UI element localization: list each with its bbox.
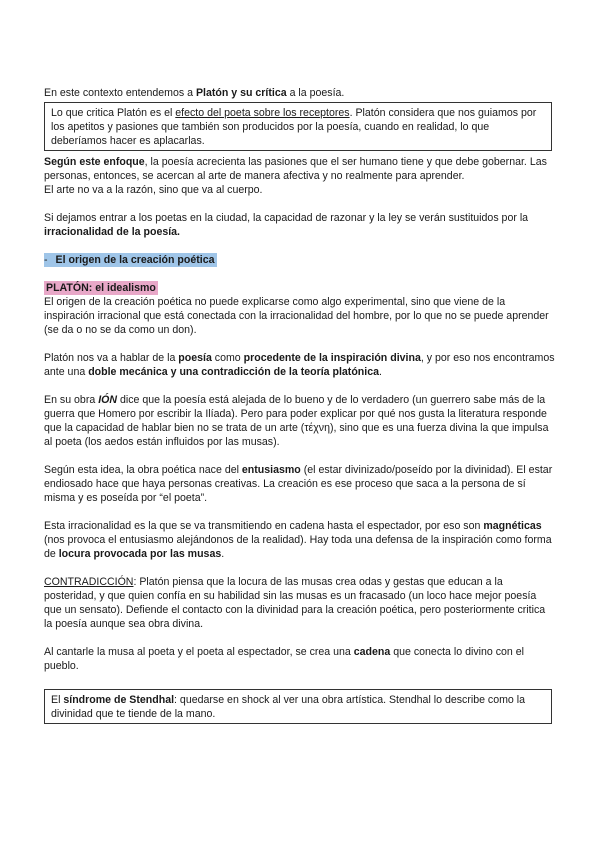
text: Según esta idea, la obra poética nace del <box>44 464 242 476</box>
underlined-text: efecto del poeta sobre los receptores <box>175 107 350 119</box>
bold-text: Platón y su crítica <box>195 87 287 99</box>
text: . <box>221 548 225 560</box>
text: Si dejamos entrar a los poetas en la ciudad, la capacidad de razonar y la ley se verán sustituidos por la <box>44 212 529 224</box>
magneticas-paragraph <box>44 519 556 561</box>
bold-text: procedente de la inspiración divina <box>243 352 421 364</box>
underlined-text: CONTRADICCIÓN <box>44 576 134 588</box>
contradiccion-paragraph <box>44 575 556 631</box>
section-heading <box>44 253 556 267</box>
text: Esta irracionalidad es la que se va transmitiendo en cadena hasta el espectador, por eso son <box>44 520 484 532</box>
cadena-paragraph <box>44 645 556 673</box>
text: En su obra <box>44 394 99 406</box>
platon-heading <box>44 281 556 295</box>
bold-text: poesía <box>178 352 212 364</box>
text: : quedarse en shock al ver una obra artística. Stendhal lo describe como la divinidad que te tiende de la mano. <box>51 694 526 720</box>
text: El <box>51 694 64 706</box>
bold-text: doble mecánica y una contradicción de la teoría platónica <box>88 366 380 378</box>
bold-text: magnéticas <box>483 520 542 532</box>
text: dice que la poesía está alejada de lo bueno y de lo verdadero (un guerrero sabe más de la guerra que Homero por escribir la Ilíada). Pero para poder explicar por qué nos gusta la literatura responde que la capacidad de hablar bien no se trata de un arte (τέχνη), sino que es una fuerza divina la que impulsa al poeta (los aedos están influidos por las musas). <box>44 394 549 448</box>
text: En este contexto entendemos a <box>44 87 196 99</box>
text: . Platón considera que nos guiamos por los apetitos y pasiones que también son producidos por la poesía, cuando en realidad, lo que deberíamos hacer es aplacarlas. <box>51 107 537 147</box>
bold-text: síndrome de Stendhal <box>63 694 175 706</box>
text: a la poesía. <box>286 87 345 99</box>
text: Platón nos va a hablar de la <box>44 352 179 364</box>
highlighted-heading: PLATÓN: el idealismo <box>46 282 156 294</box>
section-title: El origen de la creación poética <box>55 254 215 266</box>
ion-paragraph <box>44 393 556 449</box>
origen-paragraph: El origen de la creación poética no puede explicarse como algo experimental, sino que viene de la inspiración irracional que está conectada con la irracionalidad del hombre, por lo que no se puede aprender (se da o no se da como un don). <box>44 296 549 336</box>
entusiasmo-paragraph <box>44 463 556 505</box>
ciudad-paragraph <box>44 211 556 239</box>
text: , y por eso nos encontramos ante una <box>44 352 555 378</box>
arte-line: El arte no va a la razón, sino que va al cuerpo. <box>44 184 263 196</box>
text: (el estar divinizado/poseído por la divinidad). El estar endiosado hace que haya personas creativas. La creación es ese proceso que saca a la persona de sí misma y es poseída por “el poeta”. <box>44 464 553 504</box>
bold-text: Según este enfoque <box>44 156 145 168</box>
text: que conecta lo divino con el pueblo. <box>44 646 524 672</box>
text: Al cantarle la musa al poeta y el poeta al espectador, se crea una <box>44 646 354 658</box>
bold-italic-text: IÓN <box>98 394 118 406</box>
critica-box <box>44 102 552 151</box>
text: como <box>211 352 244 364</box>
stendhal-box <box>44 689 552 724</box>
text: , la poesía acrecienta las pasiones que el ser humano tiene y que debe gobernar. Las personas, entonces, se acercan al arte de manera afectiva y no realmente para aprender. <box>44 156 547 182</box>
intro-paragraph <box>44 86 556 100</box>
bullet-dash: - <box>44 254 48 266</box>
text: : Platón piensa que la locura de las musas crea odas y gestas que educan a la posteridad, y que quien confía en su habilidad sin las musas es un fracasado (un loco hace mejor poesía que un sensato). Defiende el contacto con la divinidad para la creación poética, pero posteriormente critica la poesía aunque sea obra divina. <box>44 576 546 630</box>
document-content <box>44 86 556 728</box>
text: (nos provoca el entusiasmo alejándonos de la realidad). Hay toda una defensa de la inspiración como forma de <box>44 534 552 560</box>
text: . <box>379 366 382 378</box>
bold-text: irracionalidad de la poesía. <box>44 226 181 238</box>
enfoque-paragraph <box>44 155 556 183</box>
bold-text: locura provocada por las musas <box>58 548 222 560</box>
poesia-paragraph <box>44 351 556 379</box>
bold-text: entusiasmo <box>241 464 301 476</box>
bold-text: cadena <box>353 646 391 658</box>
text: Lo que critica Platón es el <box>51 107 176 119</box>
